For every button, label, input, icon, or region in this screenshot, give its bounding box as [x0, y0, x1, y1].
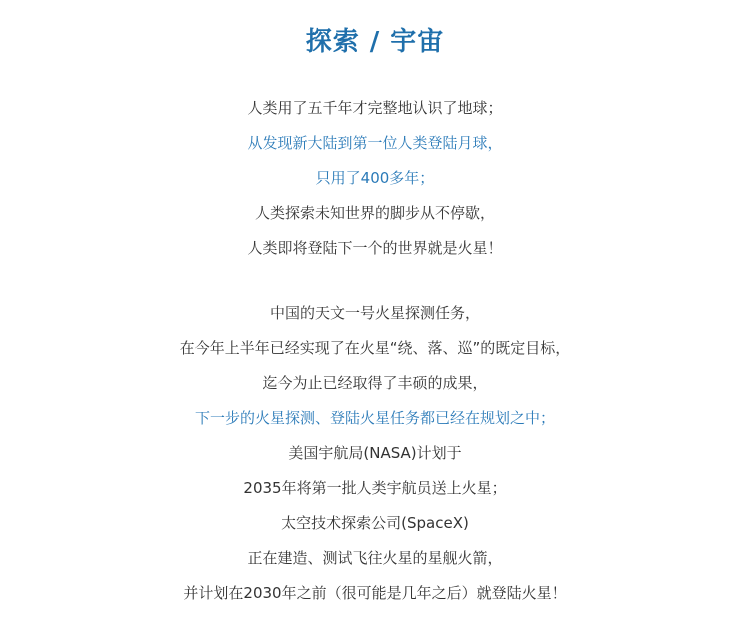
paragraph-1-line-3: 只用了400多年； [315, 169, 435, 187]
paragraph-2-line-1: 中国的天文一号火星探测任务， [269, 304, 480, 322]
paragraph-2-line-8: 正在建造、测试飞往火星的星舰火箭， [247, 549, 503, 567]
paragraph-2-line-9: 并计划在2030年之前（很可能是几年之后）就登陆火星！ [183, 584, 567, 602]
paragraph-2-line-5: 美国宇航局(NASA)计划于 [288, 444, 462, 462]
paragraph-1-line-4: 人类探索未知世界的脚步从不停歇， [254, 204, 495, 222]
paragraph-1-line-5: 人类即将登陆下一个的世界就是火星！ [247, 239, 503, 257]
paragraph-1-line-2: 从发现新大陆到第一位人类登陆月球， [247, 134, 503, 152]
paragraph-2-line-6: 2035年将第一批人类宇航员送上火星； [243, 479, 507, 497]
paragraph-2-line-2: 在今年上半年已经实现了在火星“绕、落、巡”的既定目标， [179, 339, 571, 357]
paragraph-2-line-7: 太空技术探索公司(SpaceX) [281, 514, 469, 532]
paragraph-2-line-3: 迄今为止已经取得了丰硕的成果， [262, 374, 488, 392]
paragraph-1-line-1: 人类用了五千年才完整地认识了地球； [247, 99, 503, 117]
page-title: 探索 / 宇宙 [305, 27, 445, 57]
paragraph-2-line-4: 下一步的火星探测、登陆火星任务都已经在规划之中； [194, 409, 555, 427]
